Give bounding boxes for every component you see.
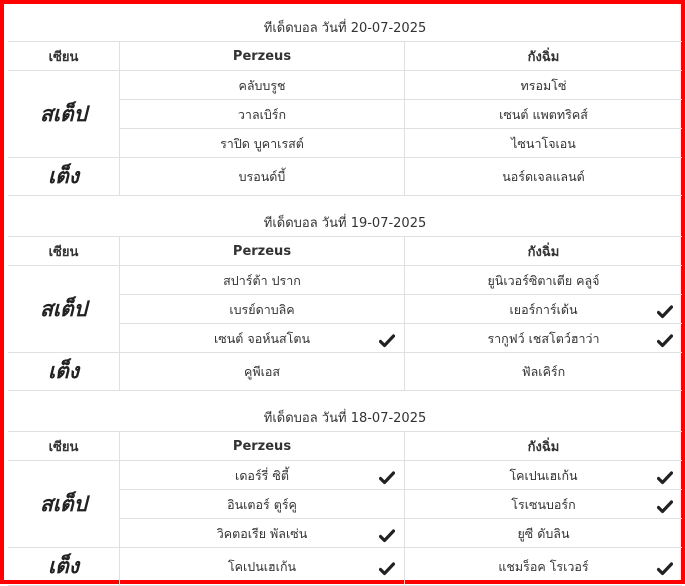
perzeus-pick-cell xyxy=(120,129,405,157)
tips-table xyxy=(8,398,682,586)
table-header-row xyxy=(8,42,682,71)
perzeus-pick-team: อินเตอร์ ตูร์คู xyxy=(227,496,297,512)
table-row xyxy=(120,490,682,519)
column-header-col2: Perzeus xyxy=(120,237,405,265)
group-rows xyxy=(120,266,682,352)
kang-pick-cell xyxy=(405,548,682,585)
column-header-col3: กังฉิ่ม xyxy=(527,244,560,260)
check-icon xyxy=(657,471,673,485)
perzeus-pick-team: เบรย์ดาบลิค xyxy=(229,301,295,317)
group-rows xyxy=(120,158,682,195)
perzeus-pick-team: วาลเบิร์ก xyxy=(237,106,287,122)
kang-pick-cell xyxy=(405,100,682,128)
kang-pick-team: โคเปนเฮเก้น xyxy=(509,467,578,483)
perzeus-pick-team: ราปิด บูคาเรสต์ xyxy=(220,135,304,151)
table-row xyxy=(120,295,682,324)
bet-group xyxy=(8,158,682,196)
kang-pick-cell xyxy=(405,353,682,390)
bet-type-label: เต็ง xyxy=(8,548,120,585)
column-header-col1: เซียน xyxy=(8,237,120,265)
kang-pick-cell xyxy=(405,158,682,195)
tips-container xyxy=(8,8,682,586)
perzeus-pick-cell xyxy=(120,158,405,195)
kang-pick-team: รากูฟว์ เชสโตว์ฮาว่า xyxy=(487,330,600,346)
kang-pick-cell xyxy=(405,266,682,294)
kang-pick-cell xyxy=(405,461,682,489)
perzeus-pick-cell xyxy=(120,266,405,294)
table-header-row xyxy=(8,432,682,461)
perzeus-pick-cell xyxy=(120,519,405,547)
perzeus-pick-cell xyxy=(120,100,405,128)
bet-group xyxy=(8,548,682,586)
check-icon xyxy=(657,500,673,514)
check-icon xyxy=(657,305,673,319)
kang-pick-team: นอร์ดเจลแลนด์ xyxy=(502,169,585,184)
table-title: ทีเด็ดบอล วันที่ 19-07-2025 xyxy=(8,203,682,237)
column-header-col1: เซียน xyxy=(8,432,120,460)
table-row xyxy=(120,129,682,157)
kang-pick-team: แชมร็อค โรเวอร์ xyxy=(498,559,589,574)
group-rows xyxy=(120,71,682,157)
bet-type-label: เต็ง xyxy=(8,353,120,390)
kang-pick-team: เยอร์การ์เด้น xyxy=(509,301,578,317)
perzeus-pick-team: คูพีเอส xyxy=(243,364,280,379)
perzeus-pick-cell xyxy=(120,548,405,585)
perzeus-pick-team: สปาร์ต้า ปราก xyxy=(223,272,301,288)
bet-type-label: สเต็ป xyxy=(8,71,120,157)
tips-table xyxy=(8,8,682,196)
check-icon xyxy=(657,334,673,348)
kang-pick-cell xyxy=(405,519,682,547)
bet-type-label: สเต็ป xyxy=(8,461,120,547)
column-header-col1: เซียน xyxy=(8,42,120,70)
kang-pick-cell xyxy=(405,490,682,518)
group-rows xyxy=(120,548,682,585)
table-title: ทีเด็ดบอล วันที่ 18-07-2025 xyxy=(8,398,682,432)
perzeus-pick-cell xyxy=(120,353,405,390)
column-header-col2: Perzeus xyxy=(120,432,405,460)
table-row xyxy=(120,519,682,547)
tips-table xyxy=(8,203,682,391)
kang-pick-cell xyxy=(405,129,682,157)
check-icon xyxy=(379,334,395,348)
check-icon xyxy=(657,562,673,576)
kang-pick-cell xyxy=(405,324,682,352)
kang-pick-cell xyxy=(405,71,682,99)
perzeus-pick-team: วิคตอเรีย พัลเซ่น xyxy=(216,525,308,541)
table-header-row xyxy=(8,237,682,266)
kang-pick-cell xyxy=(405,295,682,323)
column-header-col3: กังฉิ่ม xyxy=(527,49,560,65)
table-row xyxy=(120,324,682,352)
column-header-col3: กังฉิ่ม xyxy=(527,439,560,455)
perzeus-pick-cell xyxy=(120,461,405,489)
kang-pick-team: ฟัลเคิร์ก xyxy=(521,364,566,379)
bet-group xyxy=(8,71,682,158)
bet-group xyxy=(8,461,682,548)
perzeus-pick-cell xyxy=(120,324,405,352)
check-icon xyxy=(379,529,395,543)
column-header-col2: Perzeus xyxy=(120,42,405,70)
kang-pick-team: ไซนาโจเอน xyxy=(511,135,576,151)
kang-pick-team: ทรอมโซ่ xyxy=(520,77,567,93)
kang-pick-team: โรเซนบอร์ก xyxy=(511,496,576,512)
table-title: ทีเด็ดบอล วันที่ 20-07-2025 xyxy=(8,8,682,42)
bet-type-label: สเต็ป xyxy=(8,266,120,352)
table-row xyxy=(120,461,682,490)
perzeus-pick-team: บรอนด์บี้ xyxy=(238,169,286,184)
table-row xyxy=(120,353,682,390)
bet-group xyxy=(8,266,682,353)
perzeus-pick-cell xyxy=(120,71,405,99)
table-row xyxy=(120,100,682,129)
bet-group xyxy=(8,353,682,391)
perzeus-pick-team: เดอร์รี่ ซิตี้ xyxy=(235,467,289,483)
perzeus-pick-team: เซนต์ จอห์นสโตน xyxy=(213,330,310,346)
table-row xyxy=(120,266,682,295)
bet-type-label: เต็ง xyxy=(8,158,120,195)
table-row xyxy=(120,548,682,585)
perzeus-pick-team: คลับบรูช xyxy=(238,77,286,93)
kang-pick-team: เซนต์ แพตทริคส์ xyxy=(499,106,588,122)
check-icon xyxy=(379,471,395,485)
table-row xyxy=(120,158,682,195)
kang-pick-team: ยูนิเวอร์ซิตาเตีย คลูจ์ xyxy=(487,272,600,288)
group-rows xyxy=(120,461,682,547)
perzeus-pick-team: โคเปนเฮเก้น xyxy=(227,559,297,574)
check-icon xyxy=(379,562,395,576)
table-row xyxy=(120,71,682,100)
group-rows xyxy=(120,353,682,390)
perzeus-pick-cell xyxy=(120,295,405,323)
perzeus-pick-cell xyxy=(120,490,405,518)
kang-pick-team: ยูซี ดับลิน xyxy=(517,525,570,541)
